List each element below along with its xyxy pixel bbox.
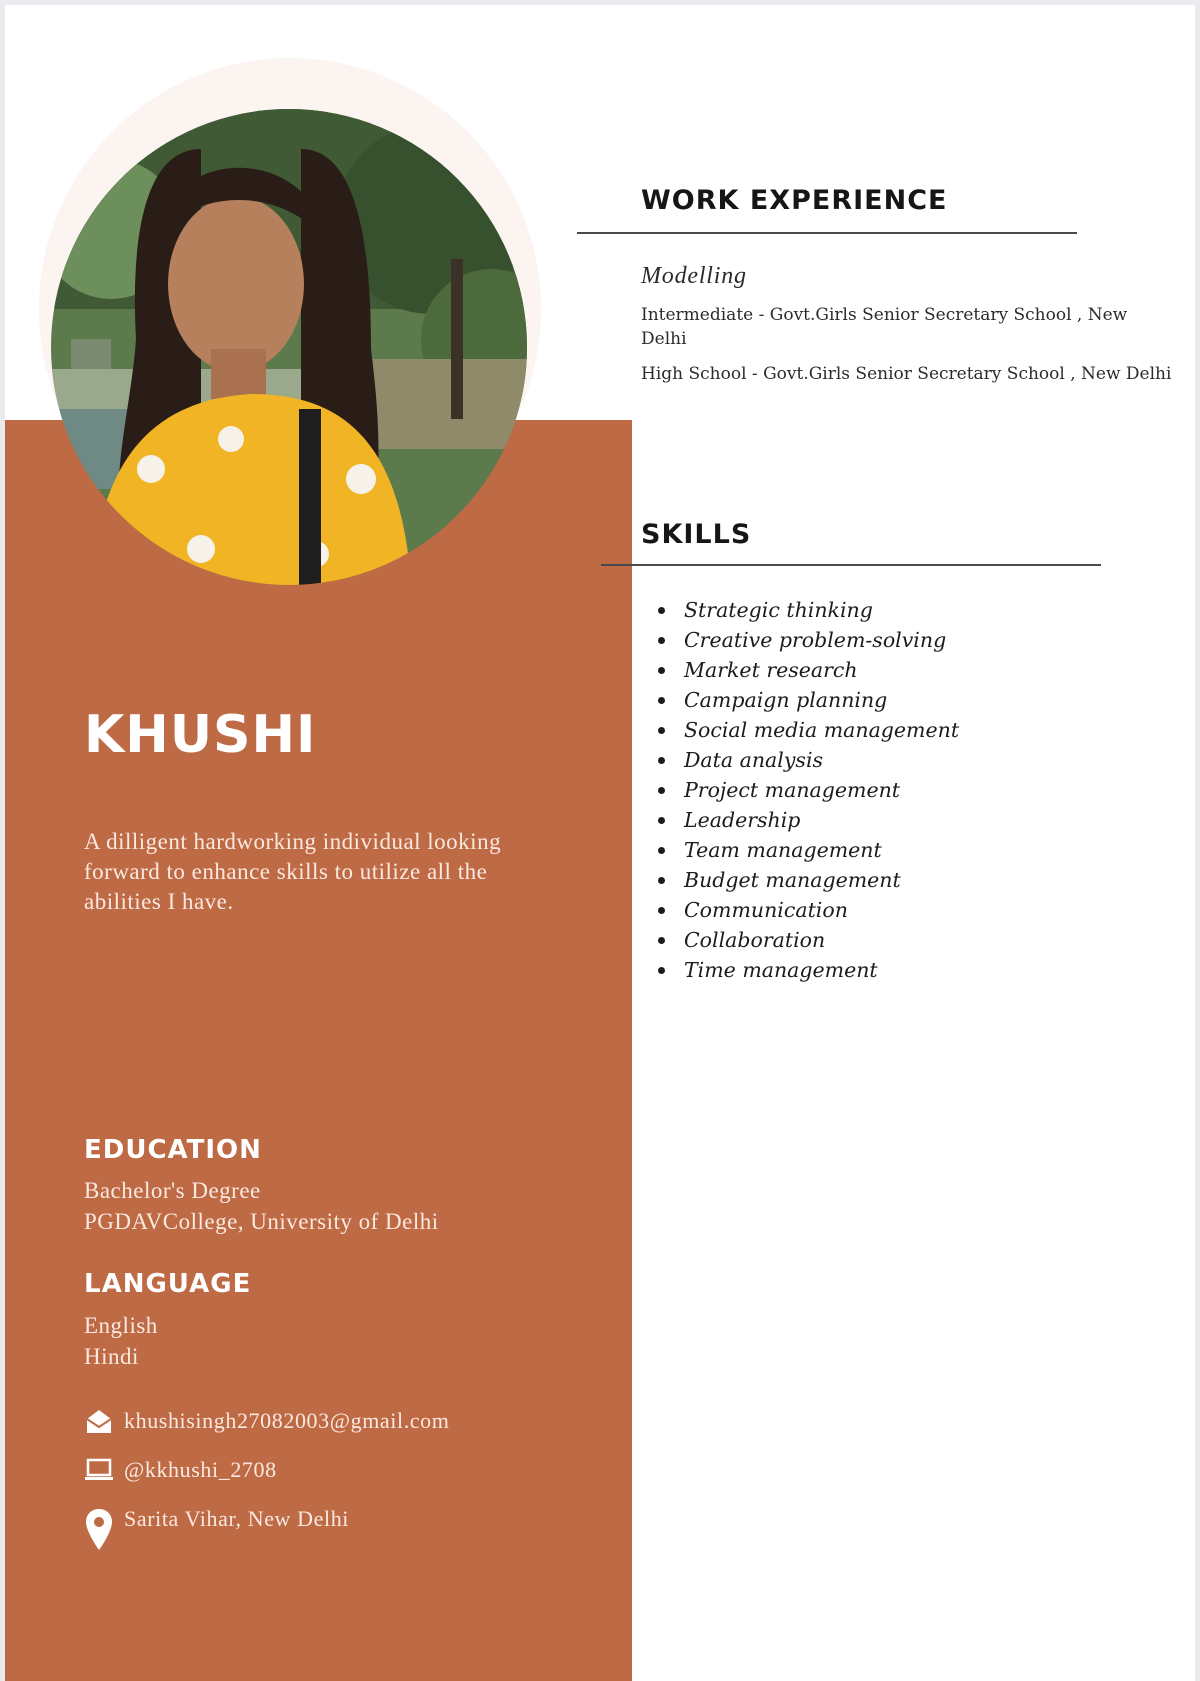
language-item: Hindi [84,1344,139,1369]
laptop-icon [84,1453,114,1487]
contact-location: Sarita Vihar, New Delhi [124,1506,350,1531]
education-details [84,1175,439,1237]
envelope-icon [84,1404,114,1438]
education-institution: PGDAVCollege, University of Delhi [84,1209,439,1234]
language-heading: LANGUAGE [84,1269,252,1299]
skill-item: Campaign planning [641,685,959,715]
skill-item: Market research [641,655,959,685]
work-experience-divider [577,232,1077,234]
language-list [84,1310,158,1372]
skill-item: Project management [641,775,959,805]
work-role: Modelling [641,263,747,289]
left-color-panel [5,420,632,1681]
contact-handle-row [84,1453,277,1487]
profile-photo [51,109,527,585]
skills-heading: SKILLS [641,519,752,550]
contact-email-link[interactable]: khushisingh27082003@gmail.com [124,1408,450,1433]
language-item: English [84,1313,158,1338]
profile-photo-illustration [51,109,527,585]
contact-email-row [84,1404,450,1438]
candidate-name: KHUSHI [84,705,317,765]
skill-item: Budget management [641,865,959,895]
education-heading: EDUCATION [84,1135,262,1165]
skill-item: Time management [641,955,959,985]
work-entry: Intermediate - Govt.Girls Senior Secretary School , New Delhi [641,305,1128,349]
contact-location-row [84,1502,349,1536]
work-entry: High School - Govt.Girls Senior Secretary School , New Delhi [641,364,1172,384]
work-experience-heading: WORK EXPERIENCE [641,185,948,216]
map-pin-icon [84,1502,114,1536]
skill-item: Team management [641,835,959,865]
contact-social-handle: @kkhushi_2708 [124,1457,277,1482]
skill-item: Strategic thinking [641,595,959,625]
skill-item: Collaboration [641,925,959,955]
skill-item: Social media management [641,715,959,745]
skill-item: Communication [641,895,959,925]
profile-summary: A dilligent hardworking individual looking forward to enhance skills to utilize all the abilities I have. [84,829,502,914]
resume-page [5,5,1195,1681]
education-degree: Bachelor's Degree [84,1178,261,1203]
skills-list [641,595,959,985]
skill-item: Creative problem-solving [641,625,959,655]
skill-item: Leadership [641,805,959,835]
skill-item: Data analysis [641,745,959,775]
skills-divider [601,564,1101,566]
